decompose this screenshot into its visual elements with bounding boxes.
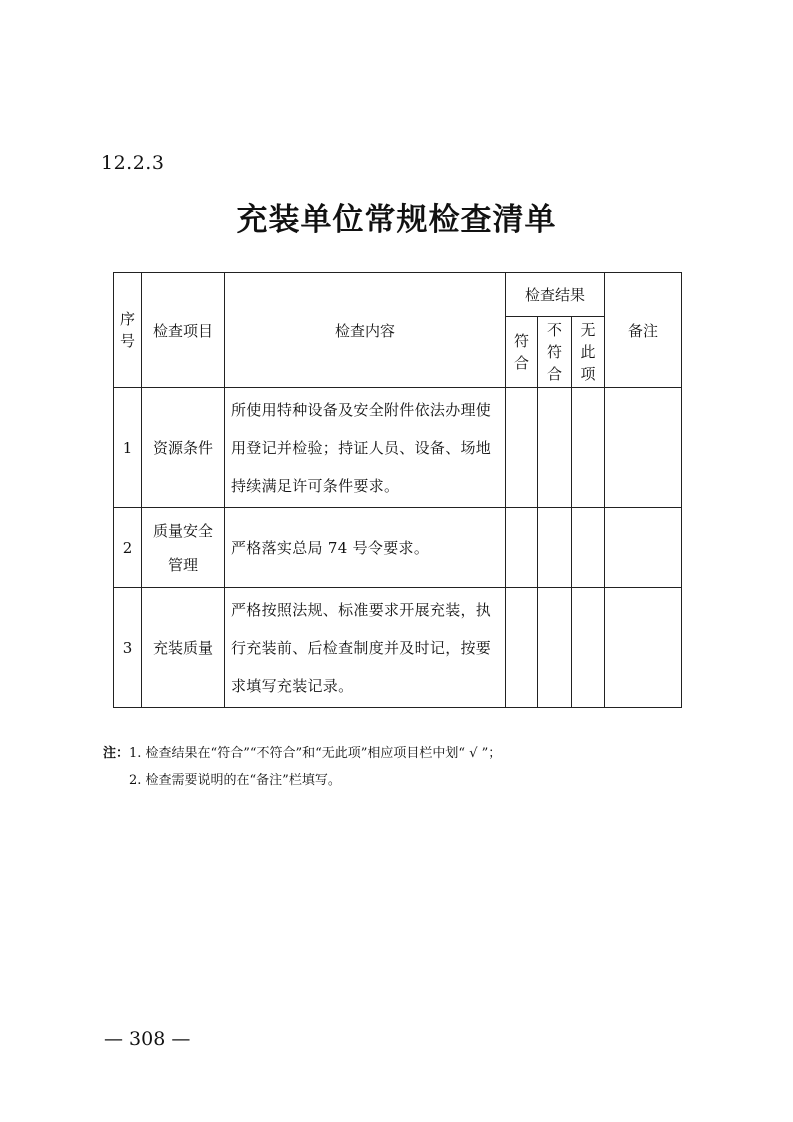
- row-item: 充装质量: [142, 588, 225, 708]
- row-conform-cell[interactable]: [506, 588, 538, 708]
- row-content: 严格按照法规、标准要求开展充装，执行充装前、后检查制度并及时记，按要求填写充装记录。: [225, 588, 506, 708]
- header-conform: [506, 317, 538, 388]
- header-nonconform-label: 不符合: [547, 321, 563, 383]
- row-item: 资源条件: [142, 388, 225, 508]
- note-item: 2. 检查需要说明的在“备注”栏填写。: [129, 773, 341, 788]
- row-content: 严格落实总局 74 号令要求。: [225, 508, 506, 588]
- page-number: — 308 —: [104, 1028, 191, 1050]
- row-na-cell[interactable]: [572, 388, 605, 508]
- header-item: 检查项目: [142, 273, 225, 388]
- header-seq: [114, 273, 142, 388]
- header-na-label: 无此项: [580, 321, 596, 383]
- row-nonconform-cell[interactable]: [538, 588, 572, 708]
- row-nonconform-cell[interactable]: [538, 388, 572, 508]
- table-row: [114, 388, 682, 508]
- section-number: 12.2.3: [101, 152, 165, 174]
- row-remarks-cell[interactable]: [605, 508, 682, 588]
- notes-section: [103, 740, 501, 794]
- notes-label: 注：: [103, 746, 130, 761]
- table-row: [114, 508, 682, 588]
- note-line: [103, 767, 501, 794]
- row-na-cell[interactable]: [572, 588, 605, 708]
- header-na: [572, 317, 605, 388]
- row-item: 质量安全管理: [142, 508, 225, 588]
- header-result: 检查结果: [506, 273, 605, 317]
- table-row: [114, 588, 682, 708]
- header-seq-label: 序号: [120, 310, 136, 350]
- checklist-table: [113, 272, 682, 708]
- row-conform-cell[interactable]: [506, 508, 538, 588]
- row-seq: 1: [114, 388, 142, 508]
- note-item: 1. 检查结果在“符合”“不符合”和“无此项”相应项目栏中划“ √ ”；: [129, 746, 502, 761]
- row-remarks-cell[interactable]: [605, 588, 682, 708]
- row-conform-cell[interactable]: [506, 388, 538, 508]
- table-header-row: [114, 273, 682, 317]
- row-seq: 3: [114, 588, 142, 708]
- row-na-cell[interactable]: [572, 508, 605, 588]
- header-conform-label: 符合: [514, 332, 530, 372]
- row-content: 所使用特种设备及安全附件依法办理使用登记并检验；持证人员、设备、场地持续满足许可条件要求。: [225, 388, 506, 508]
- header-nonconform: [538, 317, 572, 388]
- header-content: 检查内容: [225, 273, 506, 388]
- document-title: 充装单位常规检查清单: [236, 202, 557, 238]
- header-remarks: 备注: [605, 273, 682, 388]
- note-line: [103, 740, 501, 767]
- row-seq: 2: [114, 508, 142, 588]
- row-remarks-cell[interactable]: [605, 388, 682, 508]
- row-nonconform-cell[interactable]: [538, 508, 572, 588]
